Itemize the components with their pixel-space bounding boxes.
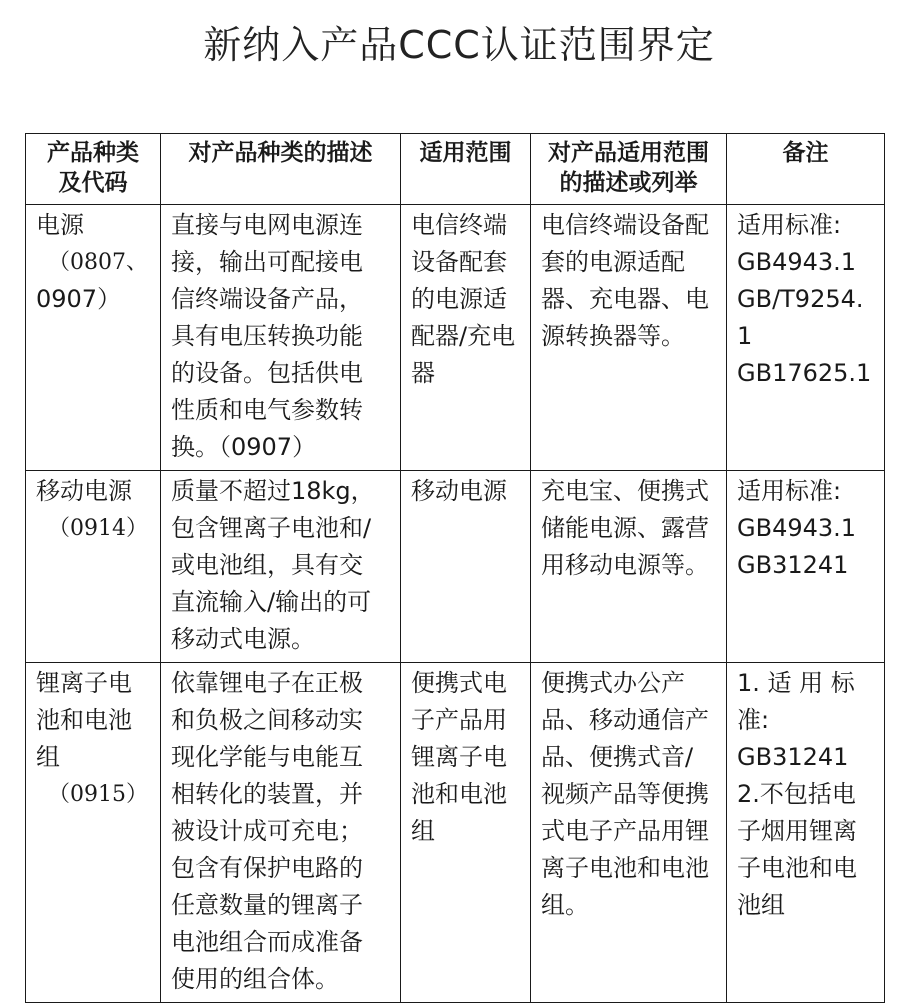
cell-text-line: 储能电源、露营 xyxy=(541,514,709,542)
cell-text-line: 使用的组合体。 xyxy=(171,965,339,993)
cell-text-line: 移动电源 xyxy=(36,477,132,505)
header-remarks xyxy=(727,134,885,205)
cell-text-line: 池组 xyxy=(737,891,785,919)
cell-category xyxy=(26,205,161,471)
cell-text-line: 移动式电源。 xyxy=(171,625,315,653)
cell-text-line: 便携式电 xyxy=(411,669,507,697)
header-scope-description xyxy=(531,134,727,205)
cell-text-line: 充电宝、便携式 xyxy=(541,477,709,505)
cell-text-line: 准: xyxy=(737,706,770,734)
cell-text-line: 被设计成可充电； xyxy=(171,817,363,845)
cell-text-line: 或电池组，具有交 xyxy=(171,551,363,579)
cell-text-line: 换。（0907） xyxy=(171,433,317,461)
cell-text-line: 具有电压转换功能 xyxy=(171,322,363,350)
cell-remarks xyxy=(727,205,885,471)
cell-text-line: 源转换器等。 xyxy=(541,322,685,350)
cell-text-line: 子电池和电 xyxy=(737,854,857,882)
cell-text-line: 式电子产品用锂 xyxy=(541,817,709,845)
cell-text-line: 任意数量的锂离子 xyxy=(171,891,363,919)
cell-scope-description xyxy=(531,205,727,471)
header-scope xyxy=(401,134,531,205)
cell-text-line: 包含锂离子电池和/ xyxy=(171,514,372,542)
cell-text-line: 直流输入/输出的可 xyxy=(171,588,372,616)
table-row xyxy=(26,205,885,471)
cell-text-line: 器 xyxy=(411,359,435,387)
cell-text-line: 的设备。包括供电 xyxy=(171,359,363,387)
cell-text-line: GB17625.1 xyxy=(737,359,872,387)
table-header-row xyxy=(26,134,885,205)
cell-text-line: 套的电源适配 xyxy=(541,248,685,276)
cell-text-line: 组。 xyxy=(541,891,589,919)
cell-text-line: 1 xyxy=(737,322,753,350)
cell-text-line: 便携式办公产 xyxy=(541,669,685,697)
cell-text-line: 2.不包括电 xyxy=(737,780,856,808)
cell-text-line: 子烟用锂离 xyxy=(737,817,857,845)
cell-text-line: 池和电池 xyxy=(36,706,132,734)
cell-scope-description xyxy=(531,663,727,1003)
page-title: 新纳入产品CCC认证范围界定 xyxy=(203,23,715,67)
cell-description xyxy=(161,205,401,471)
cell-text-line: 直接与电网电源连 xyxy=(171,211,363,239)
ccc-scope-table xyxy=(25,133,885,1003)
cell-text-line: 相转化的装置，并 xyxy=(171,780,363,808)
cell-category xyxy=(26,663,161,1003)
cell-text-line: 设备配套 xyxy=(411,248,507,276)
cell-text-line: 适用范围 xyxy=(419,140,512,166)
cell-text-line: GB31241 xyxy=(737,743,849,771)
cell-text-line: 1. 适 用 标 xyxy=(737,669,855,697)
cell-text-line: 依靠锂电子在正极 xyxy=(171,669,363,697)
cell-text-line: GB/T9254. xyxy=(737,285,864,313)
cell-text-line: 包含有保护电路的 xyxy=(171,854,363,882)
table-row xyxy=(26,663,885,1003)
cell-text-line: 电信终端 xyxy=(411,211,507,239)
table-row xyxy=(26,471,885,663)
cell-text-line: 的电源适 xyxy=(411,285,507,313)
cell-text-line: GB31241 xyxy=(737,551,849,579)
header-description xyxy=(161,134,401,205)
cell-text-line: 的描述或列举 xyxy=(559,170,698,196)
cell-text-line: 品、便携式音/ xyxy=(541,743,694,771)
cell-text-line: 性质和电气参数转 xyxy=(171,396,363,424)
cell-text-line: 适用标准: xyxy=(737,211,842,239)
cell-text-line: 及代码 xyxy=(58,170,128,196)
cell-description xyxy=(161,471,401,663)
cell-text-line: 信终端设备产品， xyxy=(171,285,363,313)
header-category xyxy=(26,134,161,205)
cell-scope-description xyxy=(531,471,727,663)
cell-text-line: 配器/充电 xyxy=(411,322,516,350)
cell-text-line: 品、移动通信产 xyxy=(541,706,709,734)
cell-text-line: 质量不超过18kg， xyxy=(171,477,375,505)
cell-text-line: 电池组合而成准备 xyxy=(171,928,363,956)
cell-text-line: 子产品用 xyxy=(411,706,507,734)
cell-remarks xyxy=(727,471,885,663)
cell-scope xyxy=(401,663,531,1003)
cell-text-line: 0907） xyxy=(36,285,122,313)
cell-text-line: 备注 xyxy=(782,140,829,166)
cell-text-line: 电源 xyxy=(36,211,84,239)
cell-text-line: 和负极之间移动实 xyxy=(171,706,363,734)
cell-scope xyxy=(401,471,531,663)
cell-category xyxy=(26,471,161,663)
cell-text-line: GB4943.1 xyxy=(737,514,857,542)
cell-text-line: 移动电源 xyxy=(411,477,507,505)
cell-text-line: 现化学能与电能互 xyxy=(171,743,363,771)
cell-text-line: 对产品适用范围 xyxy=(548,140,709,166)
cell-text-line: 适用标准: xyxy=(737,477,842,505)
cell-text-line: 对产品种类的描述 xyxy=(188,140,373,166)
cell-text-line: 组 xyxy=(36,743,60,771)
cell-text-line: 用移动电源等。 xyxy=(541,551,709,579)
cell-text-line: 锂离子电 xyxy=(411,743,507,771)
cell-text-line: 视频产品等便携 xyxy=(541,780,709,808)
cell-text-line: 器、充电器、电 xyxy=(541,285,709,313)
cell-text-line: 接，输出可配接电 xyxy=(171,248,363,276)
cell-text-line: 锂离子电 xyxy=(36,669,132,697)
cell-description xyxy=(161,663,401,1003)
cell-text-line: （0807、 xyxy=(48,250,148,275)
cell-text-line: 产品种类 xyxy=(47,140,139,166)
cell-text-line: 组 xyxy=(411,817,435,845)
cell-text-line: 电信终端设备配 xyxy=(541,211,709,239)
cell-text-line: 离子电池和电池 xyxy=(541,854,709,882)
cell-scope xyxy=(401,205,531,471)
cell-text-line: （0914） xyxy=(48,516,148,541)
cell-text-line: （0915） xyxy=(48,782,148,807)
cell-text-line: GB4943.1 xyxy=(737,248,857,276)
cell-text-line: 池和电池 xyxy=(411,780,507,808)
cell-remarks xyxy=(727,663,885,1003)
